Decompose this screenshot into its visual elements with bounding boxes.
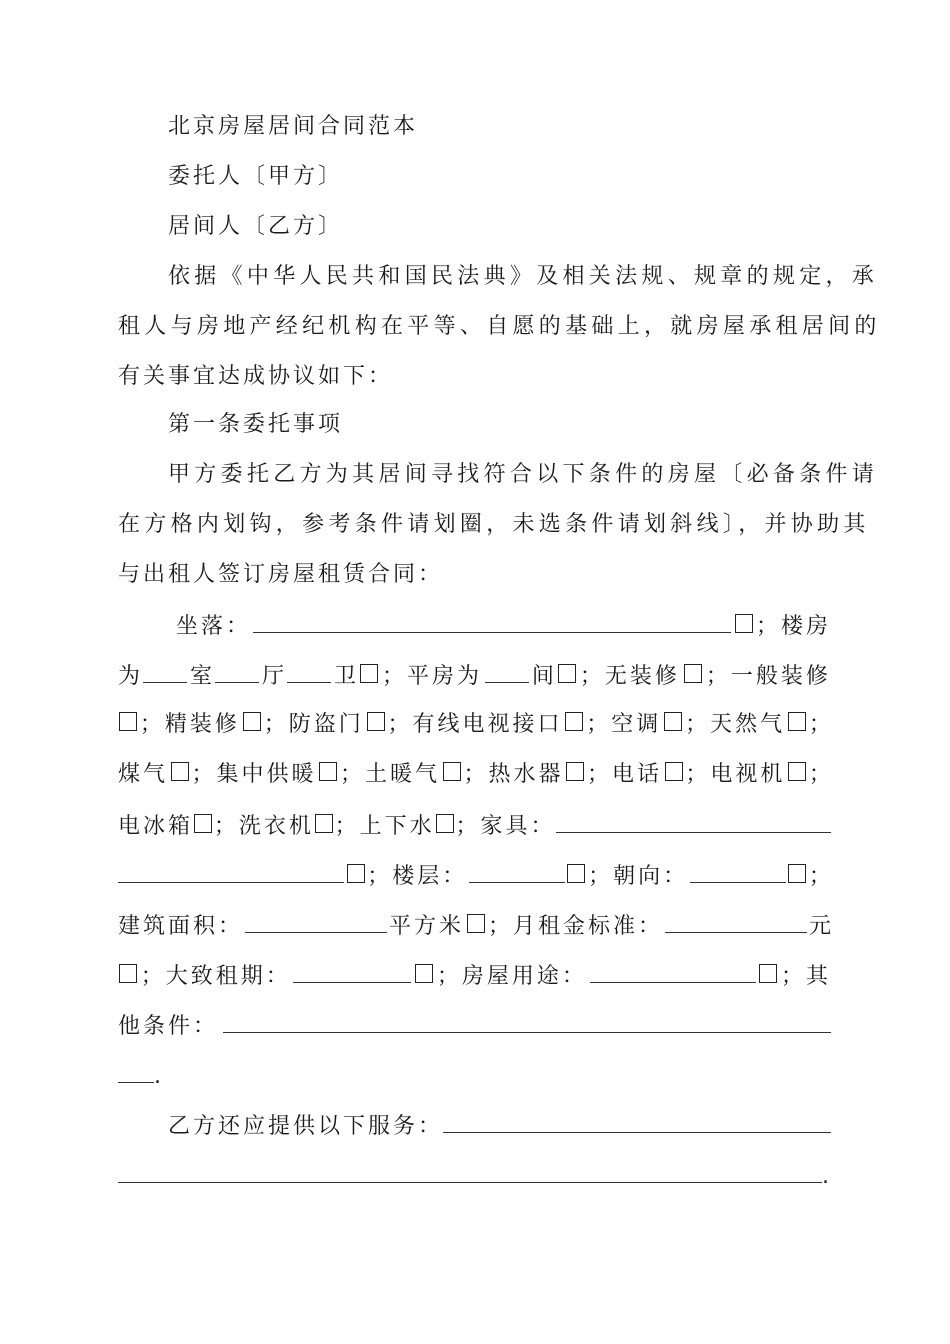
amenities-line-2 [118, 760, 831, 790]
bungalow-checkbox[interactable] [558, 664, 576, 683]
orientation-blank[interactable] [690, 860, 786, 883]
fridge-label: 电冰箱 [118, 814, 194, 839]
principal-party-label: 委托人〔甲方〕 [168, 164, 344, 189]
rooms-line [118, 660, 831, 692]
no-decoration-checkbox[interactable] [684, 664, 702, 683]
coal-gas-checkbox[interactable] [171, 762, 189, 781]
intermediary-party-label: 居间人〔乙方〕 [168, 214, 344, 239]
lease-term-blank[interactable] [293, 960, 411, 983]
other-conditions-blank-end[interactable] [118, 1060, 154, 1083]
water-heater-checkbox[interactable] [566, 762, 584, 781]
intro-line-3: 有关事宜达成协议如下： [118, 364, 394, 389]
floor-blank[interactable] [469, 860, 565, 883]
washer-checkbox[interactable] [315, 814, 333, 833]
usage-label: ；房屋用途： [436, 964, 587, 989]
orientation-checkbox[interactable] [788, 864, 806, 883]
phone-checkbox[interactable] [665, 762, 683, 781]
lease-usage-line [118, 960, 831, 992]
other-label: ；其 [780, 964, 831, 989]
cable-tv-label: ；有线电视接口 [387, 712, 563, 737]
floor-label: ；楼层： [367, 864, 468, 889]
location-label: 坐落： [176, 614, 252, 639]
phone-label: ；电话 [586, 762, 662, 787]
services-end [118, 1160, 829, 1192]
floor-checkbox[interactable] [567, 864, 585, 883]
general-decoration-label: ；一般装修 [705, 664, 831, 689]
ac-checkbox[interactable] [664, 712, 682, 731]
tv-checkbox[interactable] [788, 762, 806, 781]
intro-line-1: 依据《中华人民共和国民法典》及相关法规、规章的规定，承 [168, 264, 879, 289]
local-heating-checkbox[interactable] [443, 762, 461, 781]
other-conditions-end [118, 1060, 161, 1092]
location-blank[interactable] [253, 610, 731, 633]
document-title: 北京房屋居间合同范本 [168, 114, 419, 139]
plumbing-checkbox[interactable] [436, 814, 454, 833]
shi-label: 室 [189, 664, 212, 689]
building-type-checkbox[interactable] [360, 664, 378, 683]
floor-orientation-line [118, 860, 831, 892]
local-heating-label: ；土暖气 [339, 762, 440, 787]
rent-blank[interactable] [665, 910, 807, 933]
fridge-checkbox[interactable] [194, 814, 212, 833]
sqm-label: 平方米 [388, 914, 464, 939]
other-conditions-line [118, 1010, 831, 1042]
washer-label: ；洗衣机 [213, 814, 314, 839]
area-label: 建筑面积： [118, 914, 244, 939]
tv-label: ；电视机 [685, 762, 786, 787]
intro-line-2: 租人与房地产经纪机构在平等、自愿的基础上，就房屋承租居间的 [118, 314, 881, 339]
central-heating-label: ；集中供暖 [191, 762, 317, 787]
separator: ； [808, 762, 831, 787]
location-checkbox[interactable] [735, 614, 753, 633]
other-conditions-label: 他条件： [118, 1014, 219, 1039]
area-rent-line [118, 910, 831, 942]
services-label: 乙方还应提供以下服务： [168, 1114, 444, 1139]
no-decoration-label: ；无装修 [579, 664, 680, 689]
lease-term-checkbox[interactable] [415, 964, 433, 983]
wei-label: 为 [118, 664, 141, 689]
halls-blank[interactable] [215, 660, 259, 683]
general-decoration-checkbox[interactable] [119, 712, 137, 731]
furniture-label: ；家具： [455, 814, 556, 839]
natural-gas-label: ；天然气 [685, 712, 786, 737]
amenities-line-1 [118, 710, 831, 740]
article-1-heading: 第一条委托事项 [168, 412, 344, 437]
article-1-para-line-1: 甲方委托乙方为其居间寻找符合以下条件的房屋〔必备条件请 [168, 462, 879, 487]
usage-blank[interactable] [590, 960, 756, 983]
bath-label: 卫 [333, 664, 356, 689]
water-heater-label: ；热水器 [463, 762, 564, 787]
security-door-label: ；防盗门 [263, 712, 364, 737]
security-door-checkbox[interactable] [367, 712, 385, 731]
rent-label: ；月租金标准： [487, 914, 663, 939]
furniture-checkbox[interactable] [347, 864, 365, 883]
article-1-para-line-3: 与出租人签订房屋租赁合同： [118, 562, 444, 587]
period: . [822, 1164, 829, 1189]
services-blank[interactable] [443, 1110, 831, 1133]
ting-label: 厅 [261, 664, 284, 689]
building-label: ；楼房 [755, 614, 831, 639]
furniture-blank[interactable] [556, 810, 831, 833]
separator: ； [808, 864, 831, 889]
rent-checkbox[interactable] [119, 964, 137, 983]
ac-label: ；空调 [586, 712, 662, 737]
area-blank[interactable] [245, 910, 387, 933]
rooms-blank[interactable] [143, 660, 187, 683]
bungalow-rooms-blank[interactable] [485, 660, 529, 683]
fine-decoration-label: ；精装修 [139, 712, 240, 737]
jian-label: 间 [531, 664, 554, 689]
orientation-label: ；朝向： [588, 864, 689, 889]
area-checkbox[interactable] [467, 914, 485, 933]
location-line [176, 610, 831, 642]
yuan-label: 元 [808, 914, 831, 939]
bungalow-label: ；平房为 [381, 664, 482, 689]
services-blank-continued[interactable] [118, 1160, 822, 1183]
fine-decoration-checkbox[interactable] [243, 712, 261, 731]
period: . [154, 1064, 161, 1089]
central-heating-checkbox[interactable] [319, 762, 337, 781]
coal-gas-label: 煤气 [118, 762, 169, 787]
amenities-line-3 [118, 810, 831, 842]
cable-tv-checkbox[interactable] [565, 712, 583, 731]
separator: ； [808, 712, 831, 737]
lease-term-label: ；大致租期： [140, 964, 291, 989]
natural-gas-checkbox[interactable] [788, 712, 806, 731]
article-1-para-line-2: 在方格内划钩，参考条件请划圈，未选条件请划斜线〕，并协助其 [118, 512, 870, 537]
plumbing-label: ；上下水 [334, 814, 435, 839]
usage-checkbox[interactable] [759, 964, 777, 983]
other-conditions-blank[interactable] [223, 1010, 831, 1033]
furniture-blank-continued[interactable] [118, 860, 344, 883]
services-line [168, 1110, 831, 1142]
baths-blank[interactable] [287, 660, 331, 683]
